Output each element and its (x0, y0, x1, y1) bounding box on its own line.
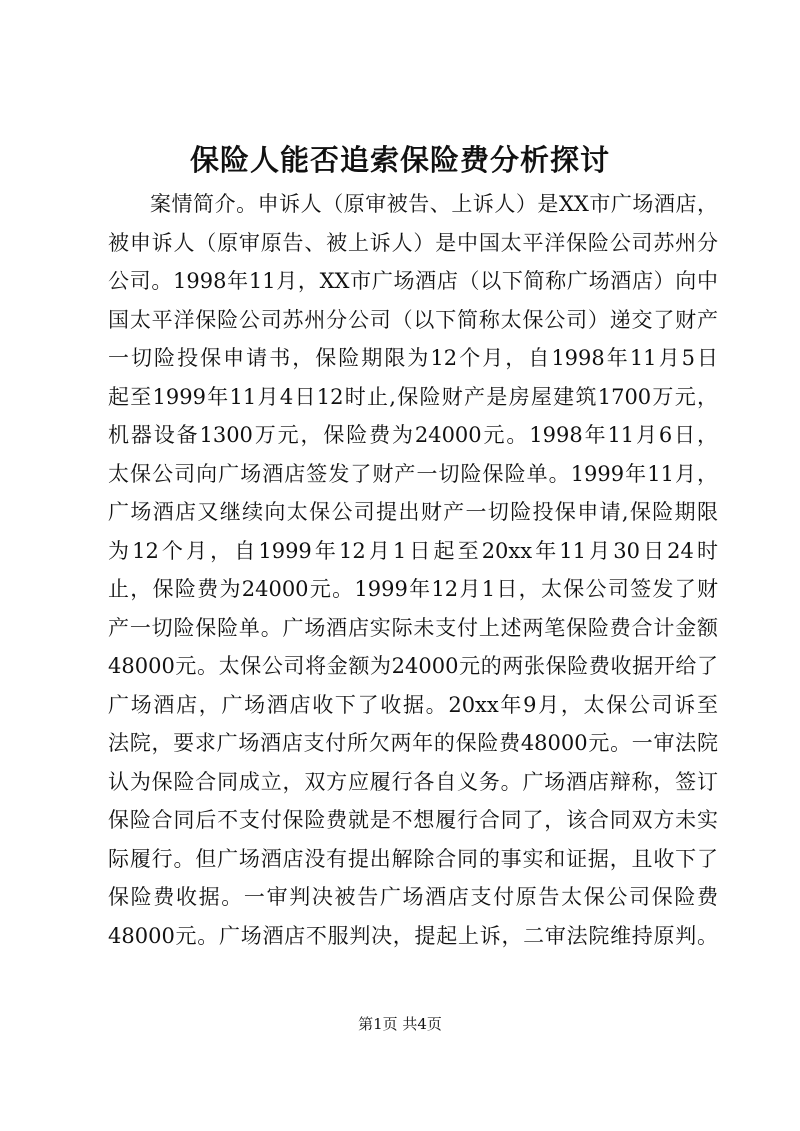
body-line: 广场酒店又继续向太保公司提出财产一切险投保申请,保险期限 (108, 500, 718, 524)
body-line: 48000元。广场酒店不服判决，提起上诉，二审法院维持原判。 (108, 923, 718, 948)
body-line: 保险合同后不支付保险费就是不想履行合同了，该合同双方未实 (108, 808, 718, 832)
body-line: 公司。1998年11月，XX市广场酒店（以下简称广场酒店）向中 (108, 269, 718, 293)
body-line: 法院，要求广场酒店支付所欠两年的保险费48000元。一审法院 (108, 731, 718, 755)
body-line: 48000元。太保公司将金额为24000元的两张保险费收据开给了 (108, 654, 718, 678)
body-line: 起至1999年11月4日12时止,保险财产是房屋建筑1700万元， (108, 384, 718, 409)
body-line: 止，保险费为24000元。1999年12月1日，太保公司签发了财 (108, 577, 718, 601)
body-line: 太保公司向广场酒店签发了财产一切险保险单。1999年11月， (108, 461, 718, 486)
document-body (108, 185, 718, 955)
body-line: 际履行。但广场酒店没有提出解除合同的事实和证据，且收下了 (108, 846, 718, 871)
body-line: 认为保险合同成立，双方应履行各自义务。广场酒店辩称，签订 (108, 769, 718, 794)
document-title: 保险人能否追索保险费分析探讨 (189, 143, 610, 177)
body-line: 案情简介。申诉人（原审被告、上诉人）是XX市广场酒店， (150, 192, 718, 216)
body-line: 被申诉人（原审原告、被上诉人）是中国太平洋保险公司苏州分 (108, 230, 718, 255)
body-line: 产一切险保险单。广场酒店实际未支付上述两笔保险费合计金额 (108, 615, 718, 640)
body-line: 保险费收据。一审判决被告广场酒店支付原告太保公司保险费 (108, 885, 718, 909)
body-line: 广场酒店，广场酒店收下了收据。20xx年9月，太保公司诉至 (108, 692, 718, 717)
body-line: 机器设备1300万元，保险费为24000元。1998年11月6日， (108, 423, 718, 447)
body-line: 一切险投保申请书，保险期限为12个月，自1998年11月5日 (108, 346, 718, 370)
body-line: 为12个月，自1999年12月1日起至20xx年11月30日24时 (108, 538, 718, 563)
page-number: 第1页 共4页 (358, 1015, 442, 1033)
body-line: 国太平洋保险公司苏州分公司（以下简称太保公司）递交了财产 (108, 307, 718, 332)
